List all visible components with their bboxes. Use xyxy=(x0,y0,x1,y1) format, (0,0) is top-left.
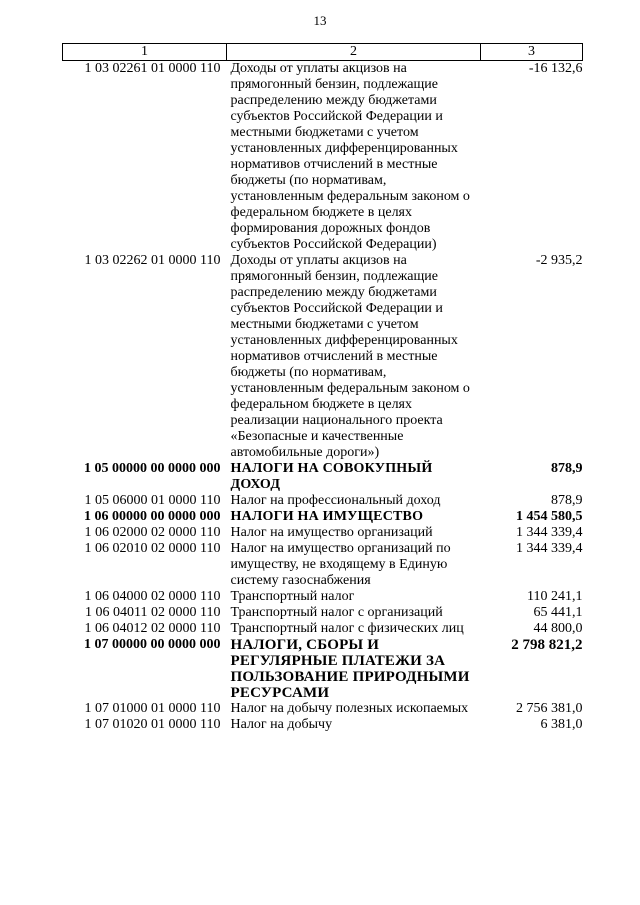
table-row xyxy=(63,493,583,509)
budget-code-cell: 1 03 02262 01 0000 110 xyxy=(84,253,221,268)
revenue-name-cell: Налог на имущество организаций по имуществу, не входящему в Единую систему газоснабжения xyxy=(230,541,451,588)
revenue-name-cell: Доходы от уплаты акцизов на прямогонный бензин, подлежащие распределению между бюджетами субъектов Российской Федерации и местными бюджетами с учетом установленных дифференцированных нормативов отчислений в местные бюджеты (по нормативам, установленным федеральным законом о федеральном бюджете в целях формирования дорожных фондов субъектов Российской Федерации) xyxy=(230,61,470,252)
table-row xyxy=(63,541,583,589)
header-row xyxy=(63,44,583,61)
revenue-name-cell: НАЛОГИ, СБОРЫ И РЕГУЛЯРНЫЕ ПЛАТЕЖИ ЗА ПОЛЬЗОВАНИЕ ПРИРОДНЫМИ РЕСУРСАМИ xyxy=(230,637,470,701)
table-row xyxy=(63,701,583,717)
column-header-code: 1 xyxy=(63,44,227,61)
amount-cell: 1 344 339,4 xyxy=(516,525,583,540)
column-header-name: 2 xyxy=(227,44,481,61)
revenue-name-cell: Налог на имущество организаций xyxy=(230,525,433,540)
revenue-name-cell: Транспортный налог xyxy=(230,589,355,604)
amount-cell: -16 132,6 xyxy=(528,61,583,76)
table-row xyxy=(63,589,583,605)
amount-cell: 44 800,0 xyxy=(533,621,583,636)
budget-code-cell: 1 06 04000 02 0000 110 xyxy=(84,589,221,604)
amount-cell: 6 381,0 xyxy=(540,717,583,732)
table-row xyxy=(63,509,583,525)
budget-code-cell: 1 05 00000 00 0000 000 xyxy=(84,461,221,476)
budget-code-cell: 1 07 01000 01 0000 110 xyxy=(84,701,221,716)
amount-cell: 2 798 821,2 xyxy=(511,637,583,653)
budget-code-cell: 1 03 02261 01 0000 110 xyxy=(84,61,221,76)
amount-cell: 1 344 339,4 xyxy=(516,541,583,556)
revenue-name-cell: Доходы от уплаты акцизов на прямогонный бензин, подлежащие распределению между бюджетами субъектов Российской Федерации и местными бюджетами с учетом установленных дифференцированных нормативов отчислений в местные бюджеты (по нормативам, установленным федеральным законом о федеральном бюджете в целях реализации национального проекта «Безопасные и качественные автомобильные дороги») xyxy=(230,253,470,460)
table-row xyxy=(63,717,583,733)
budget-code-cell: 1 05 06000 01 0000 110 xyxy=(84,493,221,508)
amount-cell: 2 756 381,0 xyxy=(516,701,583,716)
revenue-name-cell: НАЛОГИ НА СОВОКУПНЫЙ ДОХОД xyxy=(230,461,433,492)
table-row xyxy=(63,637,583,701)
revenue-name-cell: НАЛОГИ НА ИМУЩЕСТВО xyxy=(230,509,424,524)
revenue-name-cell: Налог на профессиональный доход xyxy=(230,493,441,508)
table-header xyxy=(63,44,583,61)
table-body xyxy=(63,61,583,734)
amount-cell: 878,9 xyxy=(551,493,583,508)
amount-cell: 878,9 xyxy=(551,461,583,476)
budget-code-cell: 1 06 00000 00 0000 000 xyxy=(84,509,221,524)
table-row xyxy=(63,621,583,637)
budget-code-cell: 1 06 04011 02 0000 110 xyxy=(85,605,221,620)
revenue-name-cell: Транспортный налог с физических лиц xyxy=(230,621,464,636)
amount-cell: -2 935,2 xyxy=(535,253,583,268)
budget-code-cell: 1 07 01020 01 0000 110 xyxy=(84,717,221,732)
amount-cell: 1 454 580,5 xyxy=(516,509,583,524)
amount-cell: 110 241,1 xyxy=(527,589,583,604)
budget-code-cell: 1 06 02010 02 0000 110 xyxy=(84,541,221,556)
budget-code-cell: 1 06 04012 02 0000 110 xyxy=(84,621,221,636)
budget-code-cell: 1 06 02000 02 0000 110 xyxy=(84,525,221,540)
table-row xyxy=(63,253,583,461)
table-row xyxy=(63,605,583,621)
page-number: 13 xyxy=(313,13,327,28)
budget-code-cell: 1 07 00000 00 0000 000 xyxy=(84,637,221,652)
revenue-name-cell: Налог на добычу xyxy=(230,717,333,732)
amount-cell: 65 441,1 xyxy=(533,605,583,620)
table-row xyxy=(63,461,583,493)
revenue-name-cell: Транспортный налог с организаций xyxy=(230,605,443,620)
budget-revenue-table xyxy=(62,43,583,733)
table-row xyxy=(63,61,583,254)
revenue-name-cell: Налог на добычу полезных ископаемых xyxy=(230,701,469,716)
table-row xyxy=(63,525,583,541)
column-header-amount: 3 xyxy=(481,44,583,61)
